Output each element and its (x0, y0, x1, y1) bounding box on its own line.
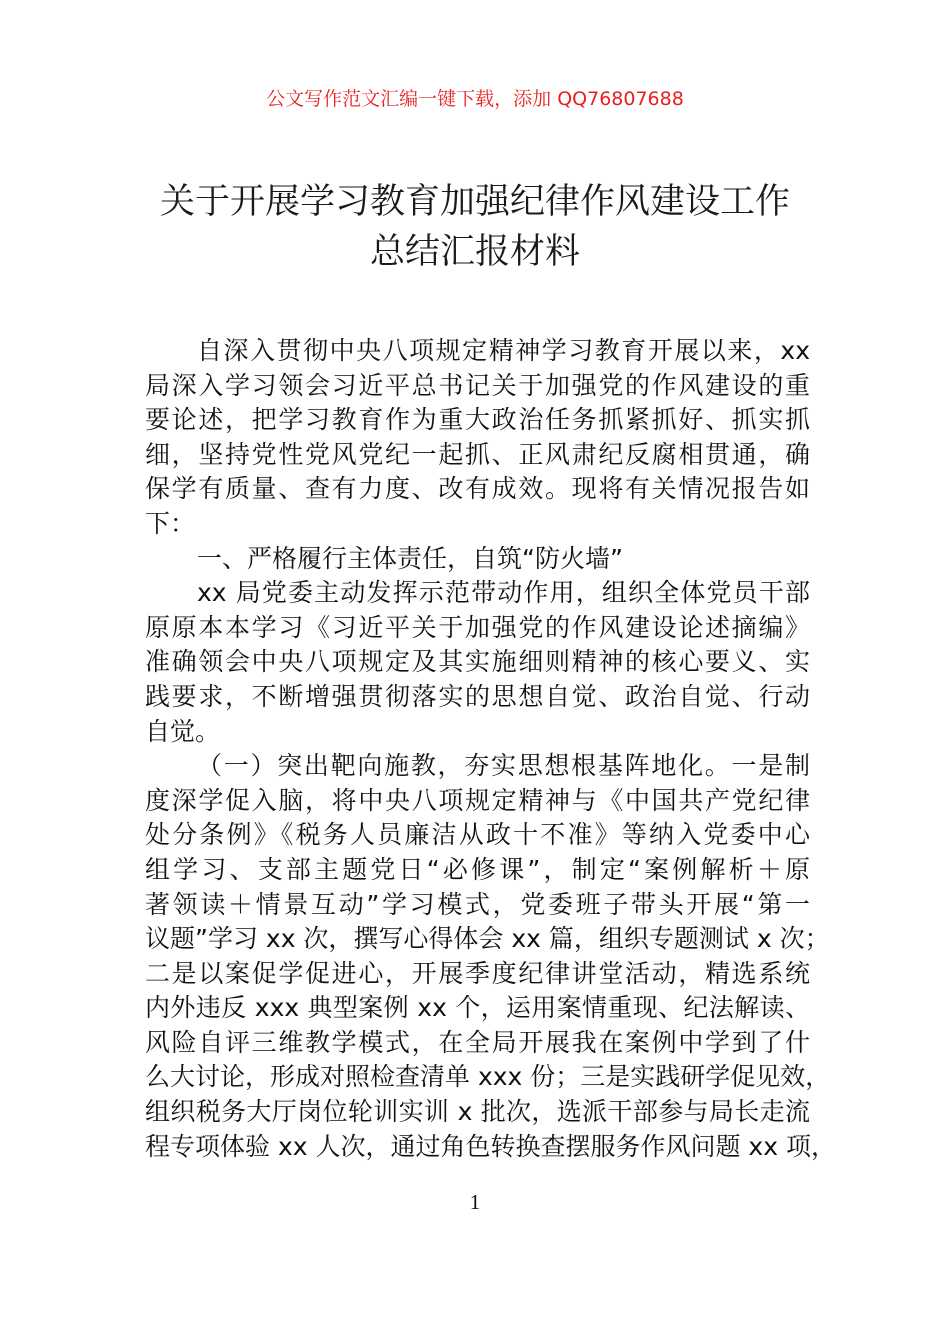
body-line: 细，坚持党性党风党纪一起抓、正风肃纪反腐相贯通，确 (145, 439, 810, 469)
body-line: （一）突出靶向施教，夯实思想根基阵地化。一是制 (197, 751, 810, 781)
body-line: 自深入贯彻中央八项规定精神学习教育开展以来，xx (197, 336, 810, 365)
body-line: 风险自评三维教学模式，在全局开展我在案例中学到了什 (145, 1027, 810, 1057)
body-line: 度深学促入脑，将中央八项规定精神与《中国共产党纪律 (145, 785, 810, 815)
document-body (145, 334, 836, 1164)
document-title-line-1: 关于开展学习教育加强纪律作风建设工作 (159, 182, 790, 222)
body-line: 下： (145, 508, 196, 538)
document-title-line-2: 总结汇报材料 (369, 232, 580, 272)
body-line: xx 局党委主动发挥示范带动作用，组织全体党员干部 (197, 578, 810, 608)
download-notice: 公文写作范文汇编一键下载，添加 QQ76807688 (266, 88, 684, 110)
body-line: 组织税务大厅岗位轮训实训 x 批次，选派干部参与局长走流 (145, 1097, 810, 1127)
body-line: 一、严格履行主体责任，自筑“防火墙” (197, 543, 623, 573)
body-line: 自觉。 (145, 716, 221, 746)
body-line: 著领读＋情景互动”学习模式，党委班子带头开展“第一 (145, 889, 810, 919)
body-line: 践要求，不断增强贯彻落实的思想自觉、政治自觉、行动 (145, 681, 810, 711)
body-line: 处分条例》《税务人员廉洁从政十不准》等纳入党委中心 (145, 820, 810, 850)
body-line: 议题”学习 xx 次，撰写心得体会 xx 篇，组织专题测试 x 次； (145, 924, 830, 954)
body-line: 组学习、支部主题党日“必修课”，制定“案例解析＋原 (145, 854, 810, 884)
body-line: 要论述，把学习教育作为重大政治任务抓紧抓好、抓实抓 (145, 405, 810, 435)
body-line: 程专项体验 xx 人次，通过角色转换查摆服务作风问题 xx 项， (145, 1131, 836, 1161)
body-line: 二是以案促学促进心，开展季度纪律讲堂活动，精选系统 (145, 958, 810, 988)
body-line: 内外违反 xxx 典型案例 xx 个，运用案情重现、纪法解读、 (145, 993, 810, 1023)
body-line: 么大讨论，形成对照检查清单 xxx 份；三是实践研学促见效， (145, 1062, 831, 1092)
body-line: 原原本本学习《习近平关于加强党的作风建设论述摘编》 (145, 612, 810, 642)
body-line: 保学有质量、查有力度、改有成效。现将有关情况报告如 (145, 474, 810, 504)
body-line: 准确领会中央八项规定及其实施细则精神的核心要义、实 (145, 647, 810, 677)
body-line: 局深入学习领会习近平总书记关于加强党的作风建设的重 (145, 370, 810, 400)
page-number: 1 (469, 1190, 481, 1214)
